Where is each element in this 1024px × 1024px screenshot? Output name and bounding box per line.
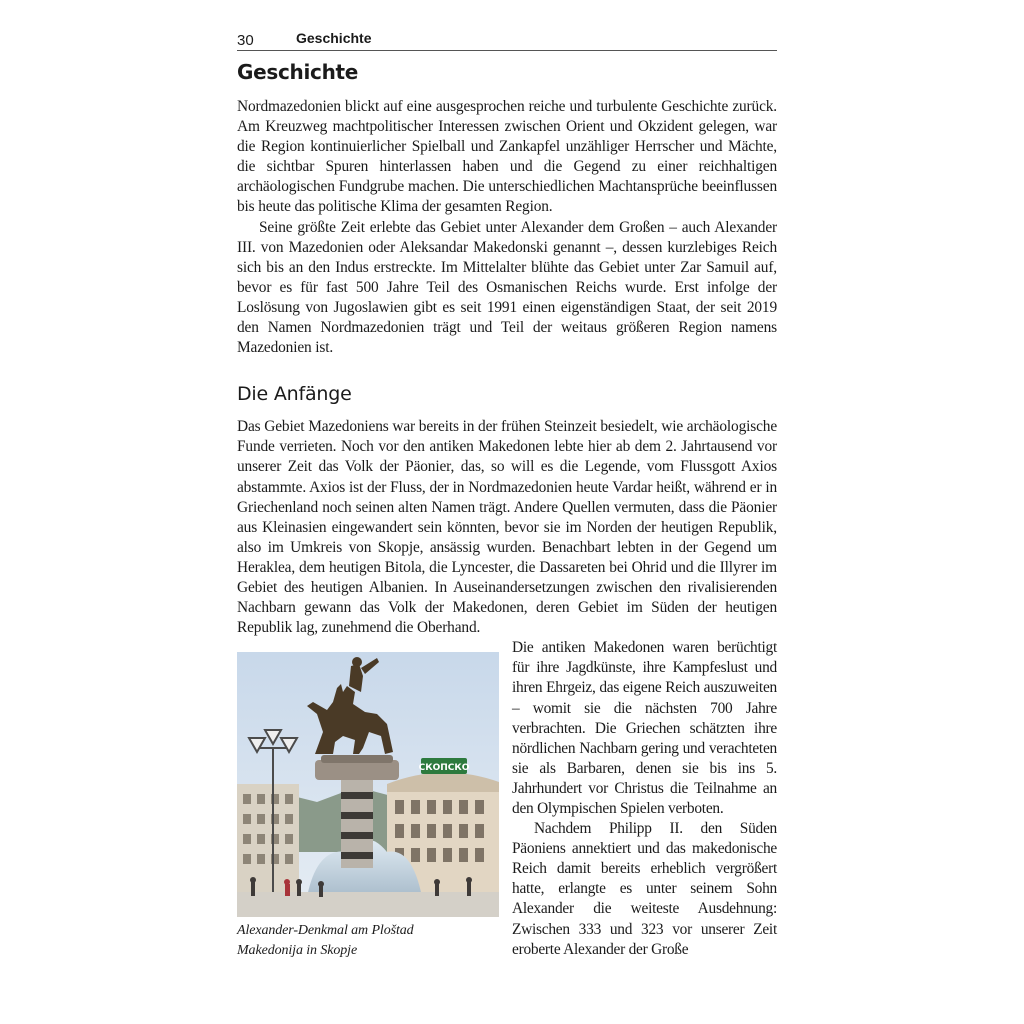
side-column [512, 638, 777, 960]
figure-block [237, 638, 777, 968]
figure [237, 652, 499, 961]
sign-text: СКОПСКО [418, 763, 470, 774]
section-paragraph-1: Das Gebiet Mazedoniens war bereits in der frühen Steinzeit besiedelt, wie archäologische Funde verrieten. Noch vor den antiken Makedonen lebte hier ab dem 2. Jahrtausend vor unserer Zeit das Volk der Päonier, das, so will es die Legende, vom Flussgott Axios abstammte. Axios ist der Fluss, der in Nordmazedonien heute Vardar heißt, während er in Griechenland noch seinen alten Namen trägt. Andere Quellen vermuten, dass die Päonier aus Kleinasien eingewandert sein könnten, bevor sie im Norden der heutigen Republik, also im Umkreis von Skopje, ansässig wurden. Benachbart lebten in der Gegend um Heraklea, dem heutigen Bitola, die Lyncester, die Dassareten bei Ohrid und die Illyrer im Gebiet des heutigen Albanien. In Auseinandersetzungen zwischen den rivalisierenden Nachbarn gewann das Volk der Makedonen, deren Gebiet im Süden der heutigen Republik lag, zunehmend die Oberhand. [237, 418, 777, 637]
section-heading: Die Anfänge [237, 383, 352, 406]
caption-line-1: Alexander-Denkmal am Ploštad [237, 923, 414, 939]
book-page [237, 28, 777, 968]
alexander-monument-photo [237, 652, 499, 917]
intro-paragraph-2: Seine größte Zeit erlebte das Gebiet unter Alexander dem Großen – auch Alexander III. von Mazedonien oder Aleksandar Makedonski genannt –, dessen kurzlebiges Reich sich bis an den Indus erstreckte. Im Mittelalter blühte das Gebiet unter Zar Samuil auf, bevor es für fast 500 Jahre Teil des Osmanischen Reichs wurde. Erst infolge der Loslösung von Jugoslawien gibt es seit 1991 einen eigenständigen Staat, der seit 2019 den Namen Nordmazedonien trägt und Teil der weitaus größeren Region namens Mazedonien ist. [237, 218, 777, 357]
section-paragraph-1-continued: Die antiken Makedonen waren berüchtigt für ihre Jagdkünste, ihre Kampfeslust und ihren Ehrgeiz, das eigene Reich auszuweiten – womit sie die nächsten 700 Jahre verbrachten. Die Griechen schätzten ihre nördlichen Nachbarn gering und verachteten sie als Barbaren, denen sie bis ins 5. Jahrhundert vor Christus die Teilnahme an den Olympischen Spielen verboten. [512, 639, 777, 817]
chapter-heading: Geschichte [237, 60, 359, 84]
section-paragraph-2: Nachdem Philipp II. den Süden Päoniens annektiert und das makedonische Reich damit bereits erheblich vergrößert hatte, erlangte es unter seinem Sohn Alexander die weiteste Ausdehnung: Zwischen 333 und 323 vor unserer Zeit eroberte Alexander der Große [512, 820, 777, 958]
running-header [237, 28, 777, 51]
figure-caption [237, 921, 499, 961]
running-title: Geschichte [296, 30, 372, 46]
caption-line-2: Makedonija in Skopje [237, 943, 358, 959]
intro-paragraph-1: Nordmazedonien blickt auf eine ausgesprochen reiche und turbulente Geschichte zurück. Am Kreuzweg machtpolitischer Interessen zwischen Orient und Okzident gelegen, war die Region kontinuierlicher Spielball und Zankapfel unzähliger Herrscher und Mächte, die sichtbar Spuren hinterlassen haben und die Gegend zu einer reichhaltigen archäologischen Fundgrube machen. Die unterschiedlichen Machtansprüche beeinflussen bis heute das politische Klima der gesamten Region. [237, 98, 777, 216]
page-number: 30 [237, 32, 254, 49]
